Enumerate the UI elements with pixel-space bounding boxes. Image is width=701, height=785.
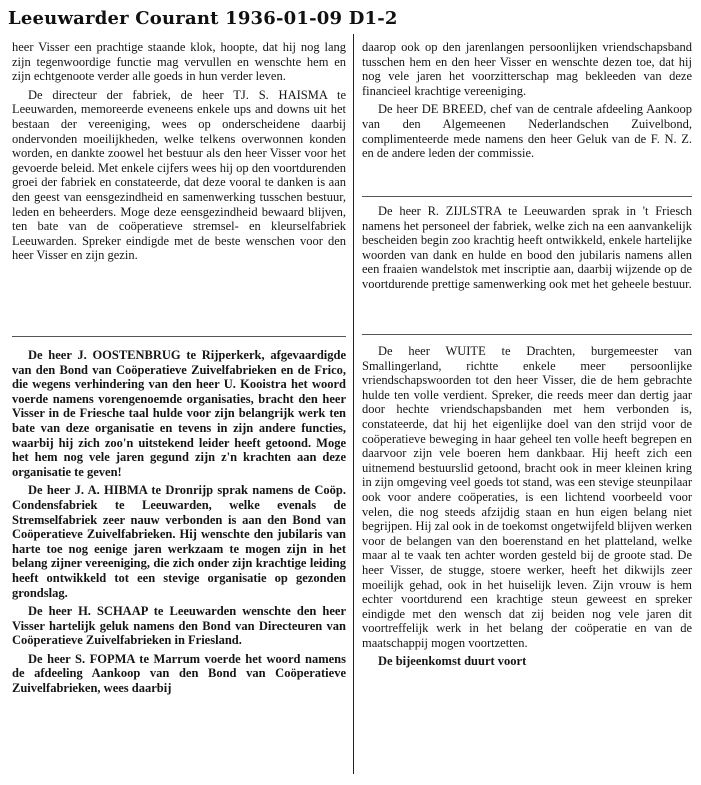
article-left-bottom	[12, 348, 346, 768]
paragraph: De heer J. OOSTENBRUG te Rijperkerk, afgevaardigde van den Bond van Coöperatieve Zuivelfabrieken en de Frico, die wegens verhindering van den heer U. Kooistra het woord voerde namens vorengenoemde organisaties, bracht den heer Visser in de Friesche taal hulde voor zijn belangrijk werk ten bate van deze organisatie en tevens in zijn andere functies, waarbij hij zich zoo'n uitstekend leider heeft getoond. Moge het hem nog vele jaren gegund zijn z'n krachten aan deze organisatie te geven!	[12, 348, 346, 479]
column-rule	[353, 34, 354, 774]
paragraph: De heer WUITE te Drachten, burgemeester van Smallingerland, richtte enkele meer persoonlijke vriendschapswoorden tot den heer Visser, die de hem gebrachte hulde ten volle verdient. Spreker, die reeds meer dan dertig jaar door hechte vriendschapsbanden met hem verbonden is, constateerde, dat hij het eigenlijke doel van den strijd voor de coöperatieve beweging in haar geheel ten volle heeft begrepen en daarvoor zijn vele boeren hem dankbaar. Hij heeft zich een uitnemend bestuurslid getoond, bracht ook in meer kleinen kring in zijn omgeving veel goeds tot stand, was een stevige steunpilaar ook voor andere coöperaties, is een lichtend voorbeeld voor velen, die nog steeds afzijdig staan en hun eigen belang niet begrijpen. Hij zal ook in de toekomst ongetwijfeld blijven werken voor de belangen van den boerenstand en het platteland, welke maar al te vaak ten achter worden gesteld bij de groote stad. De heer Visser, de stugge, stoere werker, heeft het dikwijls zeer moeilijk gehad, ook in het huiselijk leven. Zijn vrouw is hem echter voortdurend een krachtige steun geweest en spreker eindigde met den wensch dat zij beiden nog vele jaren dit voortreffelijk werk in het belang der coöperatie en van de maatschappij mogen voortzetten.	[362, 344, 692, 650]
section-divider	[362, 334, 692, 335]
paragraph: daarop ook op den jarenlangen persoonlijken vriendschapsband tusschen hem en den heer Visser en wenschte dezen toe, dat hij nog vele jaren het voorzitterschap mag bekleeden van deze financieel krachtige vereeniging.	[362, 40, 692, 98]
paragraph: De heer H. SCHAAP te Leeuwarden wenschte den heer Visser hartelijk geluk namens den Bond van Directeuren van Coöperatieve Zuivelfabrieken in Friesland.	[12, 604, 346, 648]
article-right-mid	[362, 204, 692, 330]
paragraph: De directeur der fabriek, de heer TJ. S. HAISMA te Leeuwarden, memoreerde eveneens enkele ups and downs uit het bestaan der vereeniging, wees op onderscheidene daarbij ondervonden moeilijkheden, welke telkens overwonnen konden worden, en dankte zoowel het bestuur als den heer Visser voor het gevoerde beleid. Met enkele cijfers wees hij op den voortdurenden groei der fabriek en constateerde, dat deze vooral te danken is aan den geest van eensgezindheid en samenwerking tusschen bestuur, leden en beheerders. Moge deze eensgezindheid bewaard blijven, ten bate van de coöperatieve stremsel- en kleurselfabriek Leeuwarden. Spreker eindigde met de beste wenschen voor den heer Visser en zijn gezin.	[12, 87, 346, 263]
paragraph: De heer J. A. HIBMA te Dronrijp sprak namens de Coöp. Condensfabriek te Leeuwarden, welke evenals de Stremselfabriek zeer nauw verbonden is aan den Bond van Coöperatieve Zuivelfabrieken. Hij wenschte den jubilaris van harte toe nog eenige jaren werkzaam te mogen zijn in het belang zijner vereeniging, die zich onder zijn krachtige leiding heeft ontwikkeld tot een stevige organisatie op gezonden grondslag.	[12, 483, 346, 600]
paragraph: De bijeenkomst duurt voort	[378, 654, 527, 669]
paragraph: heer Visser een prachtige staande klok, hoopte, dat hij nog lang zijn tegenwoordige functie mag vervullen en wenschte hem en zijn echtgenoote verder alle goeds in hun verder leven.	[12, 40, 346, 84]
article-right-bottom	[362, 344, 692, 770]
paragraph: De heer R. ZIJLSTRA te Leeuwarden sprak in 't Friesch namens het personeel der fabriek, welke zich na een aanvankelijk bescheiden begin zoo krachtig heeft ontwikkeld, enkele hartelijke woorden van dank en hulde en bood den jubilaris namens allen een fraaien wandelstok met inscriptie aan, daarbij wijzende op de voortdurende prettige samenwerking ook met het geheele bestuur.	[362, 204, 692, 291]
article-right-top	[362, 40, 692, 192]
paragraph: De heer S. FOPMA te Marrum voerde het woord namens de afdeeling Aankoop van den Bond van Coöperatieve Zuivelfabrieken, wees daarbij	[12, 651, 346, 696]
section-divider	[362, 196, 692, 197]
article-left-top	[12, 40, 346, 330]
paragraph: De heer DE BREED, chef van de centrale afdeeling Aankoop van den Algemeenen Nederlandschen Zuivelbond, complimenteerde mede namens den heer Geluk van de F. N. Z. en de andere leden der commissie.	[362, 102, 692, 161]
section-divider	[12, 336, 346, 337]
page-title: Leeuwarder Courant 1936-01-09 D1-2	[8, 8, 398, 29]
